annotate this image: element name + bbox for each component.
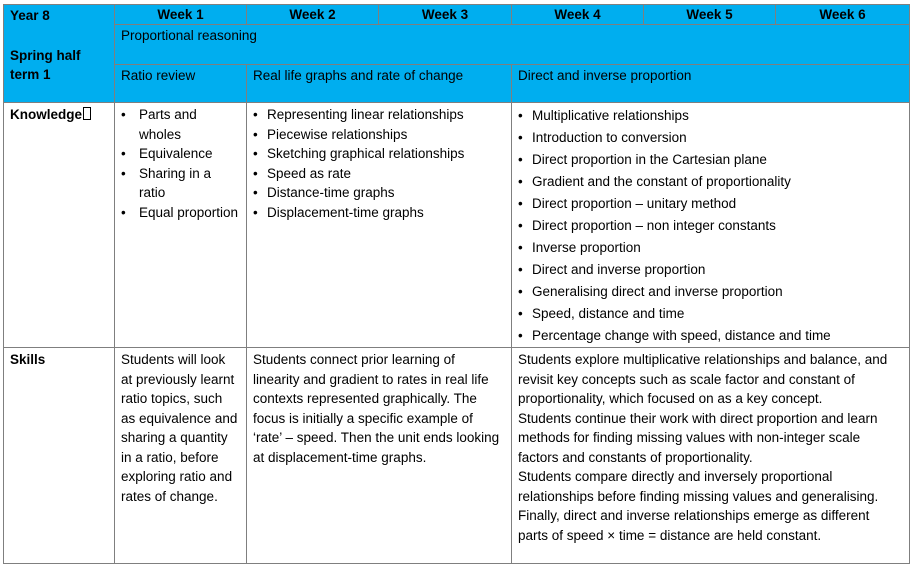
skills-row xyxy=(4,348,910,564)
unit-2-knowledge xyxy=(247,103,512,348)
unit-3-skills xyxy=(512,348,910,564)
knowledge-label: Knowledge xyxy=(4,103,115,348)
unit-1-knowledge xyxy=(115,103,247,348)
unit-1-skills: Students will look at previously learnt ratio topics, such as equivalence and sharing a quantity in a ratio, before exploring ratio and rates of change. xyxy=(115,348,247,564)
unit-3-knowledge-list xyxy=(518,105,903,347)
unit-3-skills-paragraph-3: Students compare directly and inversely proportional relationships before finding missing values and generalising. Finally, direct and inverse relationships emerge as different parts of speed × time = distance are held constant. xyxy=(518,469,879,543)
year-term-cell xyxy=(4,5,115,103)
week-5-header: Week 5 xyxy=(644,5,776,25)
knowledge-row xyxy=(4,103,910,348)
unit-3-skills-paragraph-2: Students continue their work with direct proportion and learn methods for finding missing values with non-integer scale factors and constants of proportionality. xyxy=(518,410,878,465)
unit-2-skills: Students connect prior learning of linearity and gradient to rates in real life contexts represented graphically. The focus is initially a specific example of ‘rate’ – speed. Then the unit ends looking at displacement-time graphs. xyxy=(247,348,512,564)
list-item: • Gradient and the constant of proportionality xyxy=(518,174,791,189)
list-item: • Sharing in a ratio xyxy=(121,165,212,200)
week-6-header: Week 6 xyxy=(776,5,910,25)
unit-1-knowledge-list xyxy=(121,105,240,222)
year-label: Year 8 xyxy=(10,8,50,23)
week-3-header: Week 3 xyxy=(379,5,512,25)
term-label: Spring half term 1 xyxy=(10,47,81,82)
list-item: • Distance-time graphs xyxy=(253,185,395,200)
list-item: • Generalising direct and inverse proportion xyxy=(518,284,783,299)
list-item: • Sketching graphical relationships xyxy=(253,146,465,161)
skills-label: Skills xyxy=(4,348,115,564)
box-glyph-icon xyxy=(83,107,91,120)
unit-row xyxy=(4,65,910,103)
list-item: • Direct proportion – non integer constants xyxy=(518,218,776,233)
list-item: • Direct proportion – unitary method xyxy=(518,196,737,211)
list-item: • Direct proportion in the Cartesian plane xyxy=(518,152,767,167)
list-item: • Direct and inverse proportion xyxy=(518,262,706,277)
list-item: • Speed, distance and time xyxy=(518,306,685,321)
list-item: • Inverse proportion xyxy=(518,240,641,255)
unit-3-knowledge xyxy=(512,103,910,348)
list-item: • Displacement-time graphs xyxy=(253,204,424,220)
week-header-row xyxy=(4,5,910,25)
list-item: • Piecewise relationships xyxy=(253,126,408,142)
list-item: • Percentage change with speed, distance and time xyxy=(518,328,831,343)
unit-2-knowledge-list xyxy=(253,105,505,222)
week-2-header: Week 2 xyxy=(247,5,379,25)
topic-row xyxy=(4,25,910,65)
list-item: • Introduction to conversion xyxy=(518,130,687,145)
list-item: • Representing linear relationships xyxy=(253,107,464,122)
topic-title: Proportional reasoning xyxy=(115,25,910,65)
week-4-header: Week 4 xyxy=(512,5,644,25)
week-1-header: Week 1 xyxy=(115,5,247,25)
list-item: • Speed as rate xyxy=(253,165,352,181)
list-item: • Equal proportion xyxy=(121,204,239,220)
list-item: • Equivalence xyxy=(121,146,213,161)
unit-2-title: Real life graphs and rate of change xyxy=(247,65,512,103)
list-item: • Parts and wholes xyxy=(121,107,197,142)
unit-1-title: Ratio review xyxy=(115,65,247,103)
list-item: • Multiplicative relationships xyxy=(518,108,689,123)
unit-3-title: Direct and inverse proportion xyxy=(512,65,910,103)
curriculum-table xyxy=(3,4,910,564)
unit-3-skills-paragraph-1: Students explore multiplicative relationships and balance, and revisit key concepts such as scale factor and constant of proportionality, which focused on as a key concept. xyxy=(518,352,888,406)
